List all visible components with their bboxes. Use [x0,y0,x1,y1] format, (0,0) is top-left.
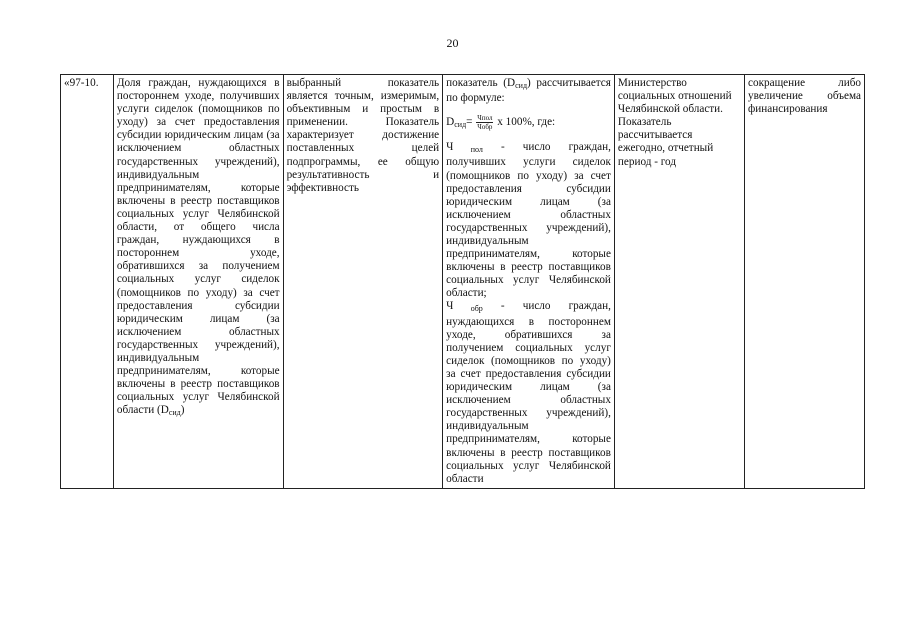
row-number-cell [61,75,114,489]
denominator-subscript: обр [481,123,493,132]
effect-text: сокращение либо увеличение объема финансирования [748,77,861,116]
formula-numerator [476,114,493,123]
method-intro [446,77,611,105]
numerator-symbol: Ч [477,114,482,123]
denominator-symbol: Ч [477,123,482,132]
definition-received-subscript: пол [453,145,483,155]
formula [446,114,611,131]
definition-applied-symbol: Ч [446,300,454,313]
indicator-name-subscript: сид [168,408,181,418]
method-cell [443,75,615,489]
definition-received-text: - число граждан, получивших услуги сиделок (помощников по уходу) за счет предоставления субсидии юридическим лицам (за исключением областных государственных учреждений), индивидуальным предпринимателям, которые включены в реестр поставщиков социальных услуг Челябинской области; [446,141,611,300]
method-intro-text: показатель (D [446,77,516,89]
rationale-text: выбранный показатель является точным, измеримым, объективным и простым в применении. Показатель характеризует достижение поставленных целей подпрограммы, ее общую результативность и эффективность [286,77,440,194]
formula-fraction [476,114,493,131]
numerator-subscript: пол [481,114,493,123]
indicator-name-cell [113,75,283,489]
responsible-cell [614,75,744,489]
page-number: 20 [446,36,459,50]
method-intro-subscript: сид [515,81,528,90]
formula-lhs: D [446,116,455,129]
table-row [61,75,865,489]
row-number: «97-10. [64,77,99,89]
indicator-name-end: ) [180,404,185,417]
indicator-name-text: Доля граждан, нуждающихся в постороннем уходе, получивших услуги сиделок (помощников по уходу) за счет предоставления субсидии юридическим лицам (за исключением областных государственных учреждений), индивидуальным предпринимателям, которые включены в реестр поставщиков социальных услуг Челябинской области, от общего числа граждан, нуждающихся в постороннем уходе, обратившихся за получением социальных услуг сиделок (помощников по уходу) за счет предоставления субсидии юридическим лицам (за исключением областных государственных учреждений), индивидуальным предпринимателям, которые включены в реестр поставщиков социальных услуг Челябинской области (D [116,77,280,417]
formula-denominator [476,123,493,131]
formula-lhs-subscript: сид [454,120,467,130]
definition-applied-subscript: обр [453,304,483,314]
effect-cell [745,75,865,489]
rationale-cell [283,75,443,489]
definition-applied-text: - число граждан, нуждающихся в постороннем уходе, обратившихся за получением социальных услуг сиделок (помощников по уходу) за счет предоставления субсидии юридическим лицам (за исключением областных государственных учреждений), индивидуальным предпринимателям, которые включены в реестр поставщиков социальных услуг Челябинской области [446,300,611,485]
definition-received [446,141,611,300]
responsible-text: Министерство социальных отношений Челябинской области. Показатель рассчитывается ежегодно, отчетный период - год [617,77,732,168]
formula-rhs: x 100%, где: [497,116,556,129]
formula-equals: = [466,116,473,129]
definition-received-symbol: Ч [446,141,454,154]
definition-applied [446,300,611,485]
method-intro-end: ) рассчитывается по формуле: [446,77,611,105]
indicator-table [60,74,865,489]
